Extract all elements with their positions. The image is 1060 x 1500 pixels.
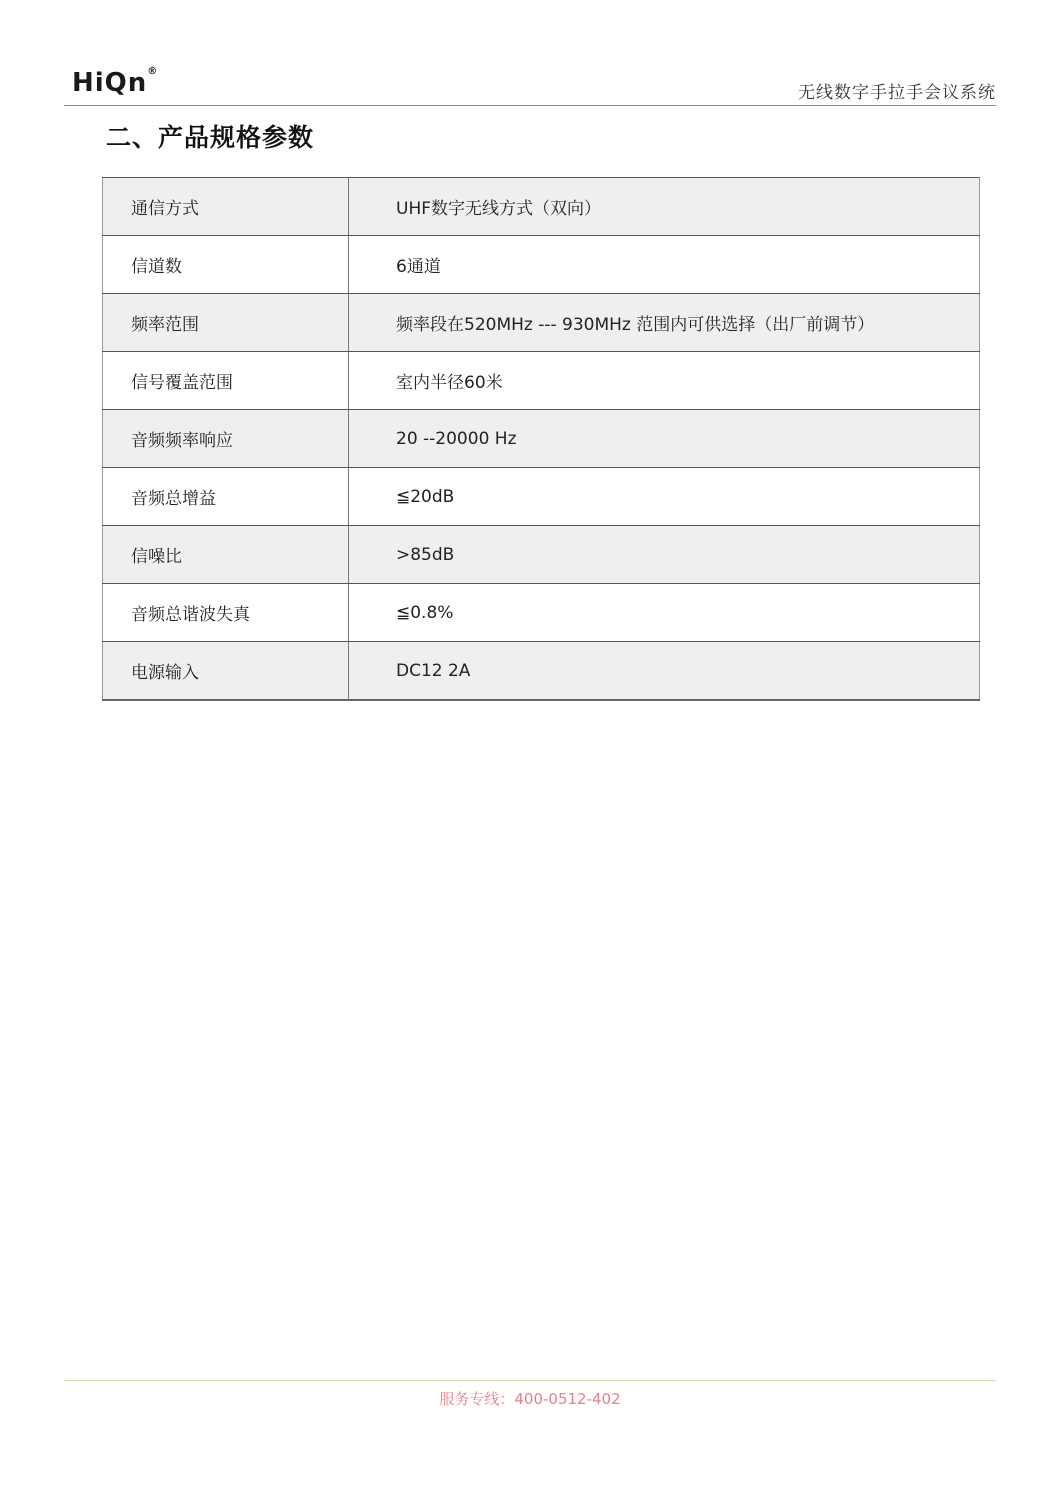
spec-value: ≦0.8% bbox=[349, 584, 980, 642]
table-row bbox=[103, 236, 980, 294]
table-row bbox=[103, 468, 980, 526]
table-row bbox=[103, 410, 980, 468]
brand-logo bbox=[72, 68, 158, 98]
spec-value: ≦20dB bbox=[349, 468, 980, 526]
registered-mark-icon: ® bbox=[147, 66, 159, 77]
spec-value: 频率段在520MHz --- 930MHz 范围内可供选择（出厂前调节） bbox=[349, 294, 980, 352]
footer-divider bbox=[64, 1380, 996, 1381]
section-title: 二、产品规格参数 bbox=[106, 123, 315, 152]
service-hotline: 服务专线：400-0512-402 bbox=[439, 1390, 621, 1408]
table-row bbox=[103, 294, 980, 352]
logo-text: HiQn bbox=[72, 68, 148, 98]
spec-value: 20 --20000 Hz bbox=[349, 410, 980, 468]
table-row bbox=[103, 526, 980, 584]
spec-table bbox=[102, 177, 980, 701]
spec-label: 电源输入 bbox=[103, 642, 349, 701]
spec-label: 频率范围 bbox=[103, 294, 349, 352]
spec-value: >85dB bbox=[349, 526, 980, 584]
table-row bbox=[103, 584, 980, 642]
spec-label: 信道数 bbox=[103, 236, 349, 294]
spec-value: 室内半径60米 bbox=[349, 352, 980, 410]
header-divider bbox=[64, 105, 996, 106]
document-header-title: 无线数字手拉手会议系统 bbox=[798, 83, 996, 103]
spec-label: 通信方式 bbox=[103, 178, 349, 236]
spec-value: DC12 2A bbox=[349, 642, 980, 701]
spec-label: 音频总谐波失真 bbox=[103, 584, 349, 642]
table-row bbox=[103, 642, 980, 701]
spec-label: 信号覆盖范围 bbox=[103, 352, 349, 410]
spec-label: 信噪比 bbox=[103, 526, 349, 584]
spec-value: UHF数字无线方式（双向） bbox=[349, 178, 980, 236]
spec-value: 6通道 bbox=[349, 236, 980, 294]
spec-label: 音频总增益 bbox=[103, 468, 349, 526]
table-row bbox=[103, 352, 980, 410]
spec-label: 音频频率响应 bbox=[103, 410, 349, 468]
table-row bbox=[103, 178, 980, 236]
